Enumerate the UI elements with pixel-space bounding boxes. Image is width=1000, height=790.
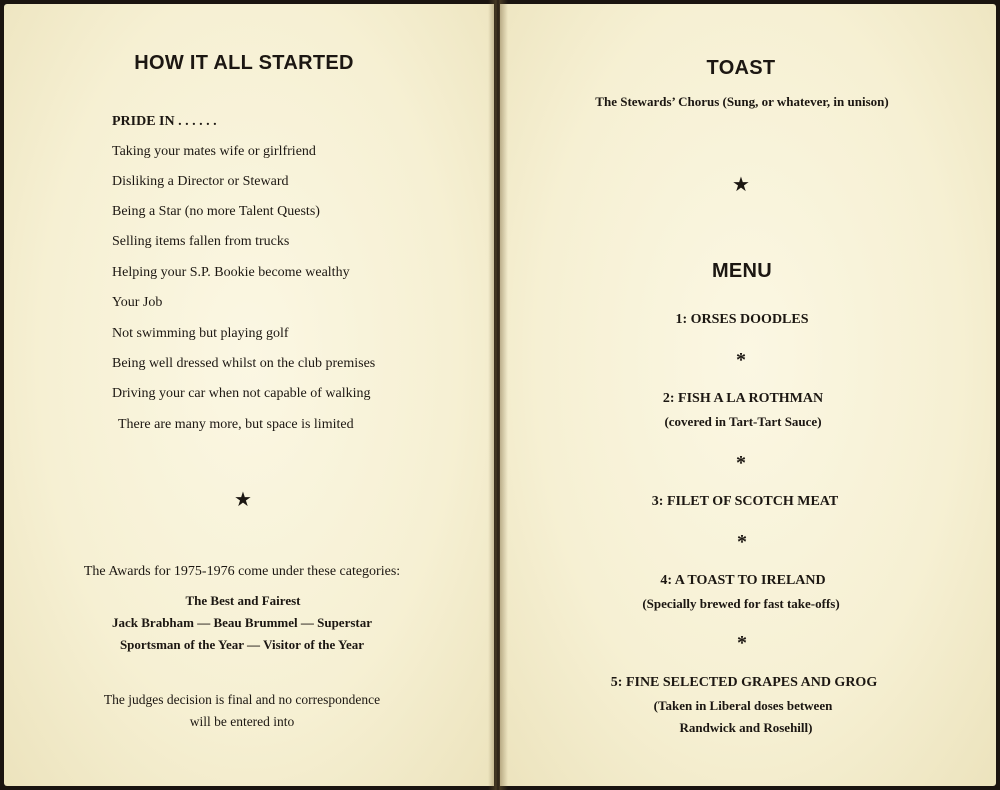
menu-separator: * [737, 632, 747, 654]
menu-item: 2: FISH A LA ROTHMAN [662, 391, 824, 406]
menu-item-note: Randwick and Rosehill) [679, 720, 813, 735]
menu-separator: * [736, 452, 746, 474]
judges-note: The judges decision is final and no correspondence [103, 692, 381, 707]
pride-item: Being well dressed whilst on the club premises [112, 356, 376, 371]
pride-item: Helping your S.P. Bookie become wealthy [112, 265, 350, 280]
star-divider-icon: ★ [732, 174, 750, 196]
menu-separator: * [736, 349, 746, 371]
pride-item: Not swimming but playing golf [112, 326, 289, 341]
pride-item: Driving your car when not capable of walking [112, 386, 371, 401]
judges-note: will be entered into [189, 714, 295, 729]
menu-item: 4: A TOAST TO IRELAND [660, 573, 826, 588]
pride-item: Disliking a Director or Steward [112, 174, 289, 189]
toast-subtitle: The Stewards’ Chorus (Sung, or whatever, in unison) [595, 94, 889, 109]
pride-item: Taking your mates wife or girlfriend [112, 144, 316, 159]
page-title-how-it-started: HOW IT ALL STARTED [134, 52, 354, 74]
menu-item-note: (Specially brewed for fast take-offs) [642, 596, 840, 611]
pride-heading: PRIDE IN . . . . . . [112, 114, 217, 129]
star-divider-icon: ★ [234, 489, 252, 511]
menu-item: 5: FINE SELECTED GRAPES AND GROG [610, 675, 878, 690]
pride-item: Being a Star (no more Talent Quests) [112, 204, 320, 219]
menu-item: 3: FILET OF SCOTCH MEAT [651, 494, 839, 509]
menu-title: MENU [711, 260, 773, 282]
menu-item-note: (Taken in Liberal doses between [653, 698, 833, 713]
menu-item-note: (covered in Tart-Tart Sauce) [664, 414, 822, 429]
pride-item: Selling items fallen from trucks [112, 234, 290, 249]
pride-item: Your Job [112, 295, 163, 310]
awards-intro: The Awards for 1975-1976 come under these categories: [83, 564, 401, 579]
pride-item: There are many more, but space is limited [118, 417, 354, 432]
page-fold [488, 0, 508, 790]
menu-separator: * [737, 531, 747, 553]
award-category: The Best and Fairest [185, 593, 301, 608]
menu-item: 1: ORSES DOODLES [675, 312, 809, 327]
award-category: Jack Brabham — Beau Brummel — Superstar [112, 615, 372, 630]
toast-title: TOAST [706, 57, 776, 79]
award-category: Sportsman of the Year — Visitor of the Year [119, 637, 365, 652]
